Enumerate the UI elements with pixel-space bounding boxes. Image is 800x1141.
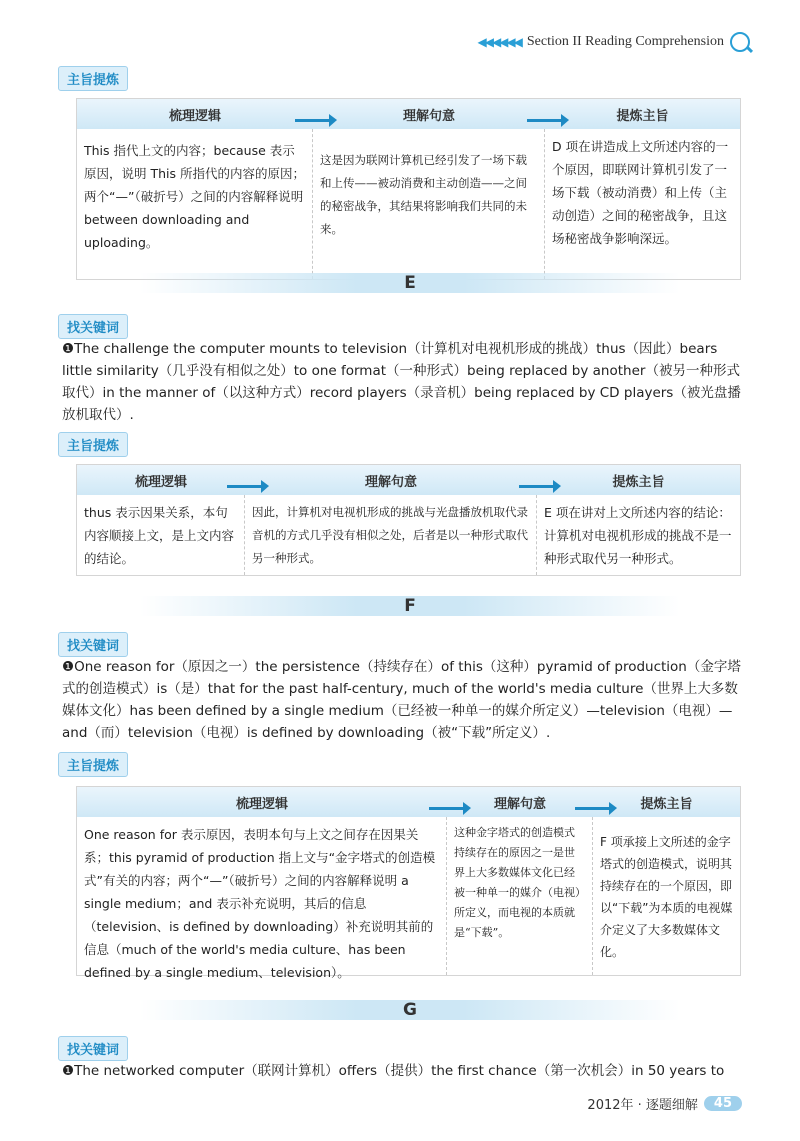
col-meaning: 理解句意 — [313, 105, 545, 124]
page-header — [477, 32, 750, 52]
f-logic: One reason for 表示原因，表明本句与上文之间存在因果关系；this pyramid of production 指上文与“金字塔式的创造模式”有关的内容；两个“—”（破折号）之间的内容解释说明 a single medium；and 表示补充说明，其后的信息（television、is defined by downloading）补充说明其前的信息（much of the world's media culture、has been defined by a single medium、television）。 — [77, 817, 447, 975]
table-e — [76, 464, 741, 576]
page-number: 45 — [704, 1096, 742, 1111]
header-title: Section II Reading Comprehension — [526, 34, 724, 49]
f-meaning: 这种金字塔式的创造模式持续存在的原因之一是世界上大多数媒体文化已经被一种单一的媒介（电视）所定义，而电视的本质就是“下载”。 — [447, 817, 593, 975]
d-summary: D 项在讲造成上文所述内容的一个原因，即联网计算机引发了一场下载（被动消费）和上传（主动创造）之间的秘密战争，且这场秘密战争影响深远。 — [552, 139, 729, 246]
main-tag-e: 主旨提炼 — [58, 432, 128, 457]
footer-text: 2012年 · 逐题细解 — [587, 1098, 698, 1113]
table-f — [76, 786, 741, 980]
main-tag-d: 主旨提炼 — [58, 66, 128, 91]
f-keywords: ❶One reason for（原因之一）the persistence（持续存在）of this（这种）pyramid of production（金字塔式的创造模式）is（是）that for the past half-century, much of the world's media culture（世界上大多数媒体文化）has been defined by a single medium（已经被一种单一的媒介所定义）—television（电视）—and（而）television（电视）is defined by downloading（被“下载”所定义）. — [62, 659, 741, 741]
g-keywords: ❶The networked computer（联网计算机）offers（提供）the first chance（第一次机会）in 50 years to — [62, 1063, 725, 1079]
section-g-bar: G — [140, 1000, 680, 1020]
page-footer — [587, 1094, 742, 1113]
e-logic: thus 表示因果关系，本句内容顺接上文，是上文内容的结论。 — [77, 495, 245, 575]
f-summary: F 项承接上文所述的金字塔式的创造模式，说明其持续存在的一个原因，即以“下载”为本质的电视媒介定义了大多数媒体文化。 — [600, 835, 733, 959]
col-summary: 提炼主旨 — [612, 474, 665, 490]
col-meaning: 理解句意 — [447, 793, 593, 812]
section-e-bar: E — [140, 273, 680, 293]
e-keywords: ❶The challenge the computer mounts to television（计算机对电视机形成的挑战）thus（因此）bears little similarity（几乎没有相似之处）to one format（一种形式）being replaced by another（被另一种形式取代）in the manner of（以这种方式）record players（录音机）being replaced by CD players（被光盘播放机取代）. — [62, 341, 741, 423]
col-meaning: 理解句意 — [245, 471, 537, 490]
d-logic: This 指代上文的内容；because 表示原因，说明 This 所指代的内容的原因；两个“—”（破折号）之间的内容解释说明 between downloading and uploading。 — [77, 129, 313, 279]
table-d — [76, 98, 741, 280]
keywords-tag-e: 找关键词 — [58, 314, 128, 339]
section-f-bar: F — [140, 596, 680, 616]
col-logic: 梳理逻辑 — [77, 471, 245, 490]
main-tag-f: 主旨提炼 — [58, 752, 128, 777]
keywords-tag-g: 找关键词 — [58, 1036, 128, 1061]
col-logic: 梳理逻辑 — [77, 105, 313, 124]
col-summary: 提炼主旨 — [640, 796, 693, 812]
search-q-icon — [730, 32, 750, 52]
col-logic: 梳理逻辑 — [77, 793, 447, 812]
e-summary: E 项在讲对上文所述内容的结论：计算机对电视机形成的挑战不是一种形式取代另一种形式。 — [544, 505, 732, 566]
keywords-tag-f: 找关键词 — [58, 632, 128, 657]
col-summary: 提炼主旨 — [616, 108, 669, 124]
arrows-icon: ◀◀◀◀◀◀ — [477, 34, 521, 49]
e-meaning: 因此，计算机对电视机形成的挑战与光盘播放机取代录音机的方式几乎没有相似之处，后者是以一种形式取代另一种形式。 — [245, 495, 537, 575]
d-meaning: 这是因为联网计算机已经引发了一场下载和上传——被动消费和主动创造——之间的秘密战争，其结果将影响我们共同的未来。 — [313, 129, 545, 279]
